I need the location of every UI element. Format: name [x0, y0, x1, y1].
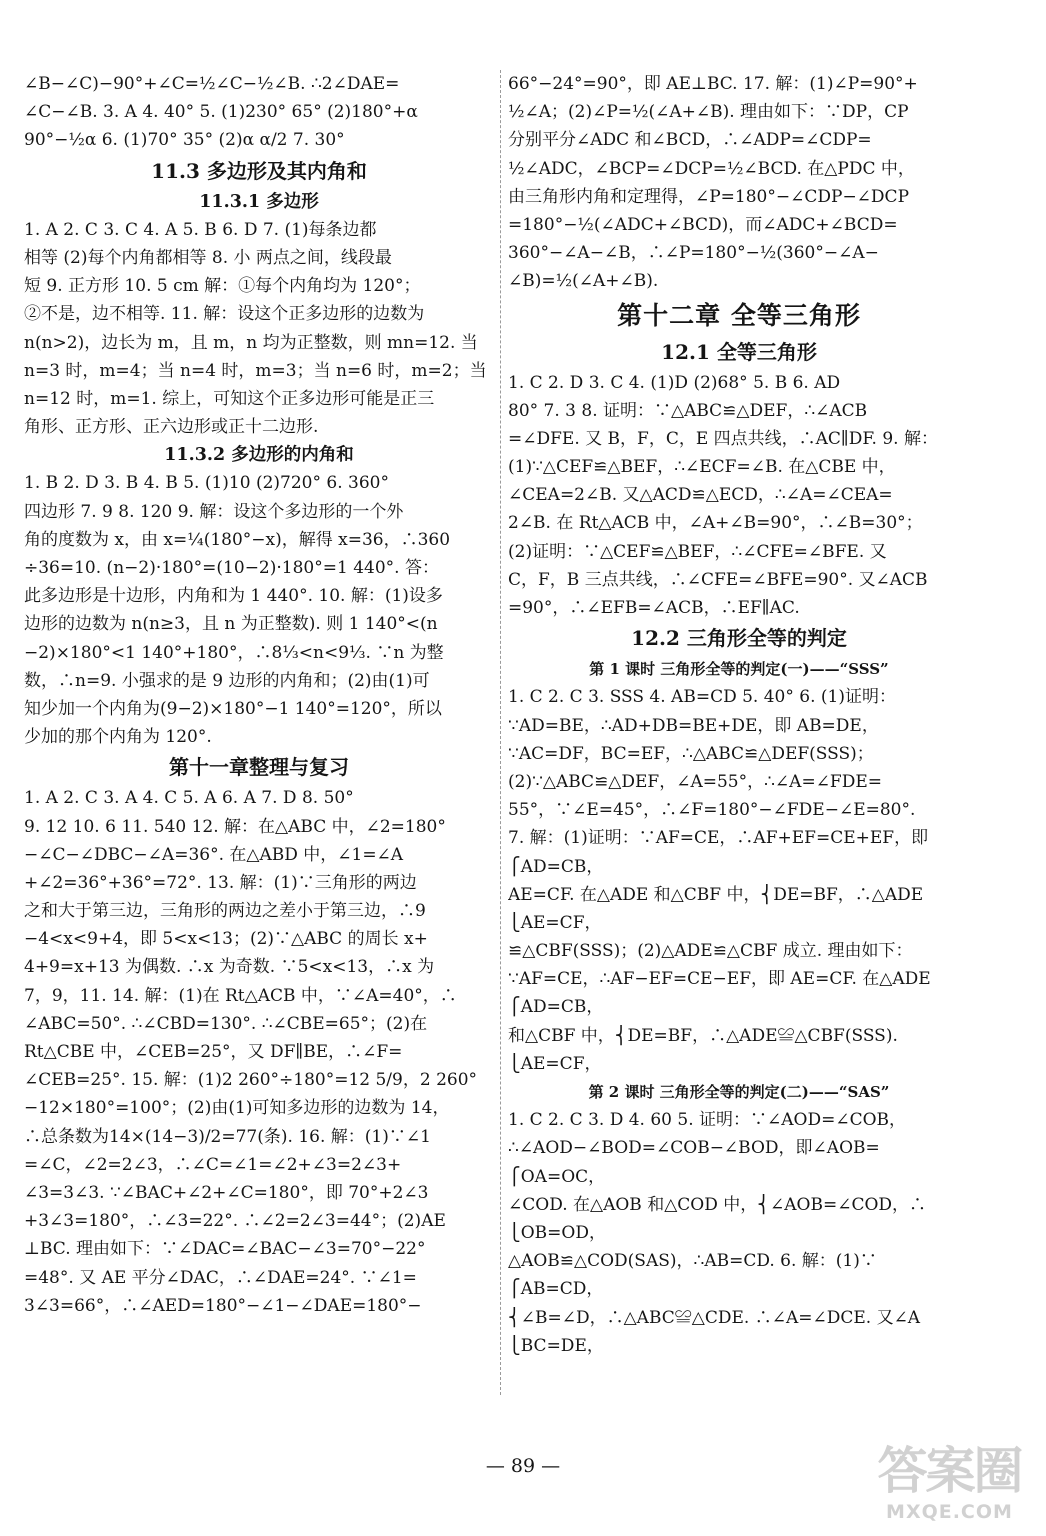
answer-line: =∠DFE. 又 B，F，C，E 四点共线，∴AC∥DF. 9. 解： [508, 428, 938, 449]
answer-line: ⎧OA=OC， [508, 1166, 606, 1187]
answer-line: −4<x<9+4，即 5<x<13；(2)∵△ABC 的周长 x+ [24, 929, 428, 950]
answer-line: 分别平分∠ADC 和∠BCD，∴∠ADP=∠CDP= [508, 130, 872, 151]
answer-line: 1. A 2. C 3. C 4. A 5. B 6. D 7. (1)每条边都 [24, 219, 377, 240]
answer-line: 和△CBF 中，⎨DE=BF，∴△ADE≌△CBF(SSS). [508, 1025, 898, 1046]
answer-line: −12×180°=100°；(2)由(1)可知多边形的边数为 14， [24, 1098, 450, 1119]
answer-line: ⎩AE=CF， [508, 1053, 602, 1074]
answer-line: 66°−24°=90°，即 AE⊥BC. 17. 解：(1)∠P=90°+ [508, 74, 918, 94]
left-column [24, 70, 494, 1320]
heading-h2: 11.3 多边形及其内角和 [151, 158, 367, 183]
answer-line: (2)∵△ABC≌△DEF，∠A=55°，∴∠A=∠FDE= [508, 771, 883, 792]
answer-line: C，F，B 三点共线，∴∠CFE=∠BFE=90°. 又∠ACB [508, 569, 928, 590]
answer-line: ⎧AD=CB， [508, 997, 604, 1018]
answer-line: ⎨∠B=∠D，∴△ABC≌△CDE. ∴∠A=∠DCE. 又∠A [508, 1307, 921, 1328]
answer-line: ≌△CBF(SSS)；(2)△ADE≌△CBF 成立. 理由如下： [508, 941, 913, 962]
answer-line: 7. 解：(1)证明：∵AF=CE，∴AF+EF=CE+EF，即 [508, 828, 929, 849]
answer-line: ∠COD. 在△AOB 和△COD 中，⎨∠AOB=∠COD，∴ [508, 1194, 927, 1215]
answer-line: 7，9，11. 14. 解：(1)在 Rt△ACB 中，∵∠A=40°，∴ [24, 985, 457, 1006]
answer-line: ∠ABC=50°. ∴∠CBD=130°. ∴∠CBE=65°；(2)在 [24, 1013, 428, 1034]
answer-line: ⎧AB=CD， [508, 1279, 604, 1300]
answer-line: Rt△CBE 中，∠CEB=25°，又 DF∥BE，∴∠F= [24, 1042, 403, 1062]
answer-line: 知少加一个内角为(9−2)×180°−1 140°=120°，所以 [24, 698, 442, 719]
answer-line: ∠3=3∠3. ∵∠BAC+∠2+∠C=180°，即 70°+2∠3 [24, 1182, 429, 1203]
answer-line: 边形的边数为 n(n≥3，且 n 为正整数). 则 1 140°<(n [24, 614, 438, 635]
answer-line: 55°，∵∠E=45°，∴∠F=180°−∠FDE−∠E=80°. [508, 800, 916, 821]
answer-line: 此多边形是十边形，内角和为 1 440°. 10. 解：(1)设多 [24, 586, 443, 607]
answer-line: △AOB≌△COD(SAS)，∴AB=CD. 6. 解：(1)∵ [508, 1251, 877, 1272]
answer-line: =48°. 又 AE 平分∠DAC，∴∠DAE=24°. ∵∠1= [24, 1267, 417, 1288]
answer-line: ½∠ADC，∠BCP=∠DCP=½∠BCD. 在△PDC 中， [508, 158, 915, 179]
answer-line: 1. A 2. C 3. A 4. C 5. A 6. A 7. D 8. 50° [24, 788, 354, 809]
answer-line: +∠2=36°+36°=72°. 13. 解：(1)∵三角形的两边 [24, 872, 417, 893]
heading-lesson: 第 2 课时 三角形全等的判定(二)——“SAS” [588, 1083, 890, 1101]
answer-line: ②不是，边不相等. 11. 解：设这个正多边形的边数为 [24, 304, 425, 325]
watermark-logo [862, 1442, 1037, 1532]
answer-line: 角形、正方形、正六边形或正十二边形. [24, 417, 319, 438]
heading-h2: 第十一章整理与复习 [169, 755, 349, 780]
answer-line: 1. C 2. C 3. SSS 4. AB=CD 5. 40° 6. (1)证明： [508, 687, 896, 708]
heading-h3: 11.3.2 多边形的内角和 [164, 445, 354, 466]
answer-line: 少加的那个内角为 120°. [24, 727, 212, 748]
answer-line: =∠C，∠2=2∠3，∴∠C=∠1=∠2+∠3=2∠3+ [24, 1154, 402, 1175]
answer-line: 由三角形内角和定理得，∠P=180°−∠CDP−∠DCP [508, 186, 910, 207]
answer-line: =90°，∴∠EFB=∠ACB，∴EF∥AC. [508, 598, 800, 618]
answer-line: (1)∵△CEF≌△BEF，∴∠ECF=∠B. 在△CBE 中， [508, 457, 896, 478]
answer-line: ∵AD=BE，∴AD+DB=BE+DE，即 AB=DE， [508, 715, 879, 736]
page-number: — 89 — [485, 1455, 561, 1477]
answer-line: 80° 7. 3 8. 证明：∵△ABC≌△DEF，∴∠ACB [508, 400, 868, 421]
column-divider [500, 70, 501, 1395]
answer-line: ∠CEA=2∠B. 又△ACD≌△ECD，∴∠A=∠CEA= [508, 485, 893, 506]
watermark-logo-text: 答案圈 [877, 1442, 1022, 1500]
answer-line: −2)×180°<1 140°+180°，∴8⅓<n<9⅓. ∵n 为整 [24, 642, 444, 663]
heading-h1: 第十二章 全等三角形 [617, 300, 861, 330]
answer-line: 四边形 7. 9 8. 120 9. 解：设这个多边形的一个外 [24, 501, 404, 522]
answer-line: ½∠A；(2)∠P=½(∠A+∠B). 理由如下：∵DP，CP [508, 102, 909, 123]
answer-line: ∠B−∠C)−90°+∠C=½∠C−½∠B. ∴2∠DAE= [24, 74, 400, 94]
answer-line: 角的度数为 x，由 x=¼(180°−x)，解得 x=36，∴360 [24, 529, 451, 550]
answer-line: ⎩BC=DE， [508, 1335, 604, 1356]
answer-line: +3∠3=180°，∴∠3=22°. ∴∠2=2∠3=44°；(2)AE [24, 1211, 446, 1232]
answer-line: 90°−½α 6. (1)70° 35° (2)α α/2 7. 30° [24, 130, 345, 151]
answer-line: ⎧AD=CB， [508, 856, 604, 877]
answer-line: ∴总条数为14×(14−3)/2=77(条). 16. 解：(1)∵∠1 [24, 1126, 431, 1147]
right-column [508, 70, 970, 1360]
answer-line: 9. 12 10. 6 11. 540 12. 解：在△ABC 中，∠2=180° [24, 816, 446, 837]
answer-line: 1. C 2. D 3. C 4. (1)D (2)68° 5. B 6. AD [508, 372, 841, 393]
answer-line: AE=CF. 在△ADE 和△CBF 中，⎨DE=BF，∴△ADE [508, 884, 924, 905]
answer-line: 1. C 2. C 3. D 4. 60 5. 证明：∵∠AOD=∠COB， [508, 1110, 907, 1131]
answer-line: (2)证明：∵△CEF≌△BEF，∴∠CFE=∠BFE. 又 [508, 541, 887, 562]
heading-h2: 12.2 三角形全等的判定 [631, 626, 847, 651]
answer-line: ⊥BC. 理由如下：∵∠DAC=∠BAC−∠3=70°−22° [24, 1239, 426, 1260]
answer-line: 4+9=x+13 为偶数. ∴x 为奇数. ∵5<x<13，∴x 为 [24, 957, 435, 978]
answer-line: ⎩AE=CF， [508, 912, 602, 933]
heading-lesson: 第 1 课时 三角形全等的判定(一)——“SSS” [589, 660, 889, 679]
answer-line: n=12 时，m=1. 综上，可知这个正多边形可能是正三 [24, 388, 435, 409]
answer-line: ÷36=10. (n−2)·180°=(10−2)·180°=1 440°. 答： [24, 558, 439, 578]
answer-line: ∠C−∠B. 3. A 4. 40° 5. (1)230° 65° (2)180°+α [24, 102, 418, 123]
answer-line: ∵AC=DF，BC=EF，∴△ABC≌△DEF(SSS)； [508, 743, 874, 764]
heading-h3: 11.3.1 多边形 [199, 191, 319, 212]
answer-line: ∴∠AOD−∠BOD=∠COB−∠BOD，即∠AOB= [508, 1138, 880, 1159]
answer-line: 短 9. 正方形 10. 5 cm 解：①每个内角均为 120°； [24, 276, 421, 297]
answer-line: ∠B)=½(∠A+∠B). [508, 271, 659, 292]
answer-line: =180°−½(∠ADC+∠BCD)，而∠ADC+∠BCD= [508, 214, 898, 235]
answer-line: n(n>2)，边长为 m，且 m，n 均为正整数，则 mn=12. 当 [24, 332, 478, 353]
watermark-url: MXQE.COM [886, 1501, 1013, 1523]
answer-line: −∠C−∠DBC−∠A=36°. 在△ABD 中，∠1=∠A [24, 844, 404, 865]
answer-line: ⎩OB=OD， [508, 1222, 606, 1243]
answer-line: 360°−∠A−∠B，∴∠P=180°−½(360°−∠A− [508, 243, 879, 264]
answer-line: ∵AF=CE，∴AF−EF=CE−EF，即 AE=CF. 在△ADE [508, 969, 931, 990]
answer-line: n=3 时，m=4；当 n=4 时，m=3；当 n=6 时，m=2；当 [24, 360, 487, 381]
answer-line: 之和大于第三边，三角形的两边之差小于第三边，∴9 [24, 901, 426, 922]
answer-line: 相等 (2)每个内角都相等 8. 小 两点之间，线段最 [24, 247, 392, 268]
answer-line: 3∠3=66°，∴∠AED=180°−∠1−∠DAE=180°− [24, 1295, 422, 1316]
heading-h2: 12.1 全等三角形 [661, 339, 817, 364]
answer-line: 数，∴n=9. 小强求的是 9 边形的内角和；(2)由(1)可 [24, 670, 430, 691]
answer-line: 2∠B. 在 Rt△ACB 中，∠A+∠B=90°，∴∠B=30°； [508, 513, 923, 534]
answer-line: ∠CEB=25°. 15. 解：(1)2 260°÷180°=12 5/9，2 260° [24, 1070, 478, 1091]
answer-line: 1. B 2. D 3. B 4. B 5. (1)10 (2)720° 6. 360° [24, 473, 389, 494]
